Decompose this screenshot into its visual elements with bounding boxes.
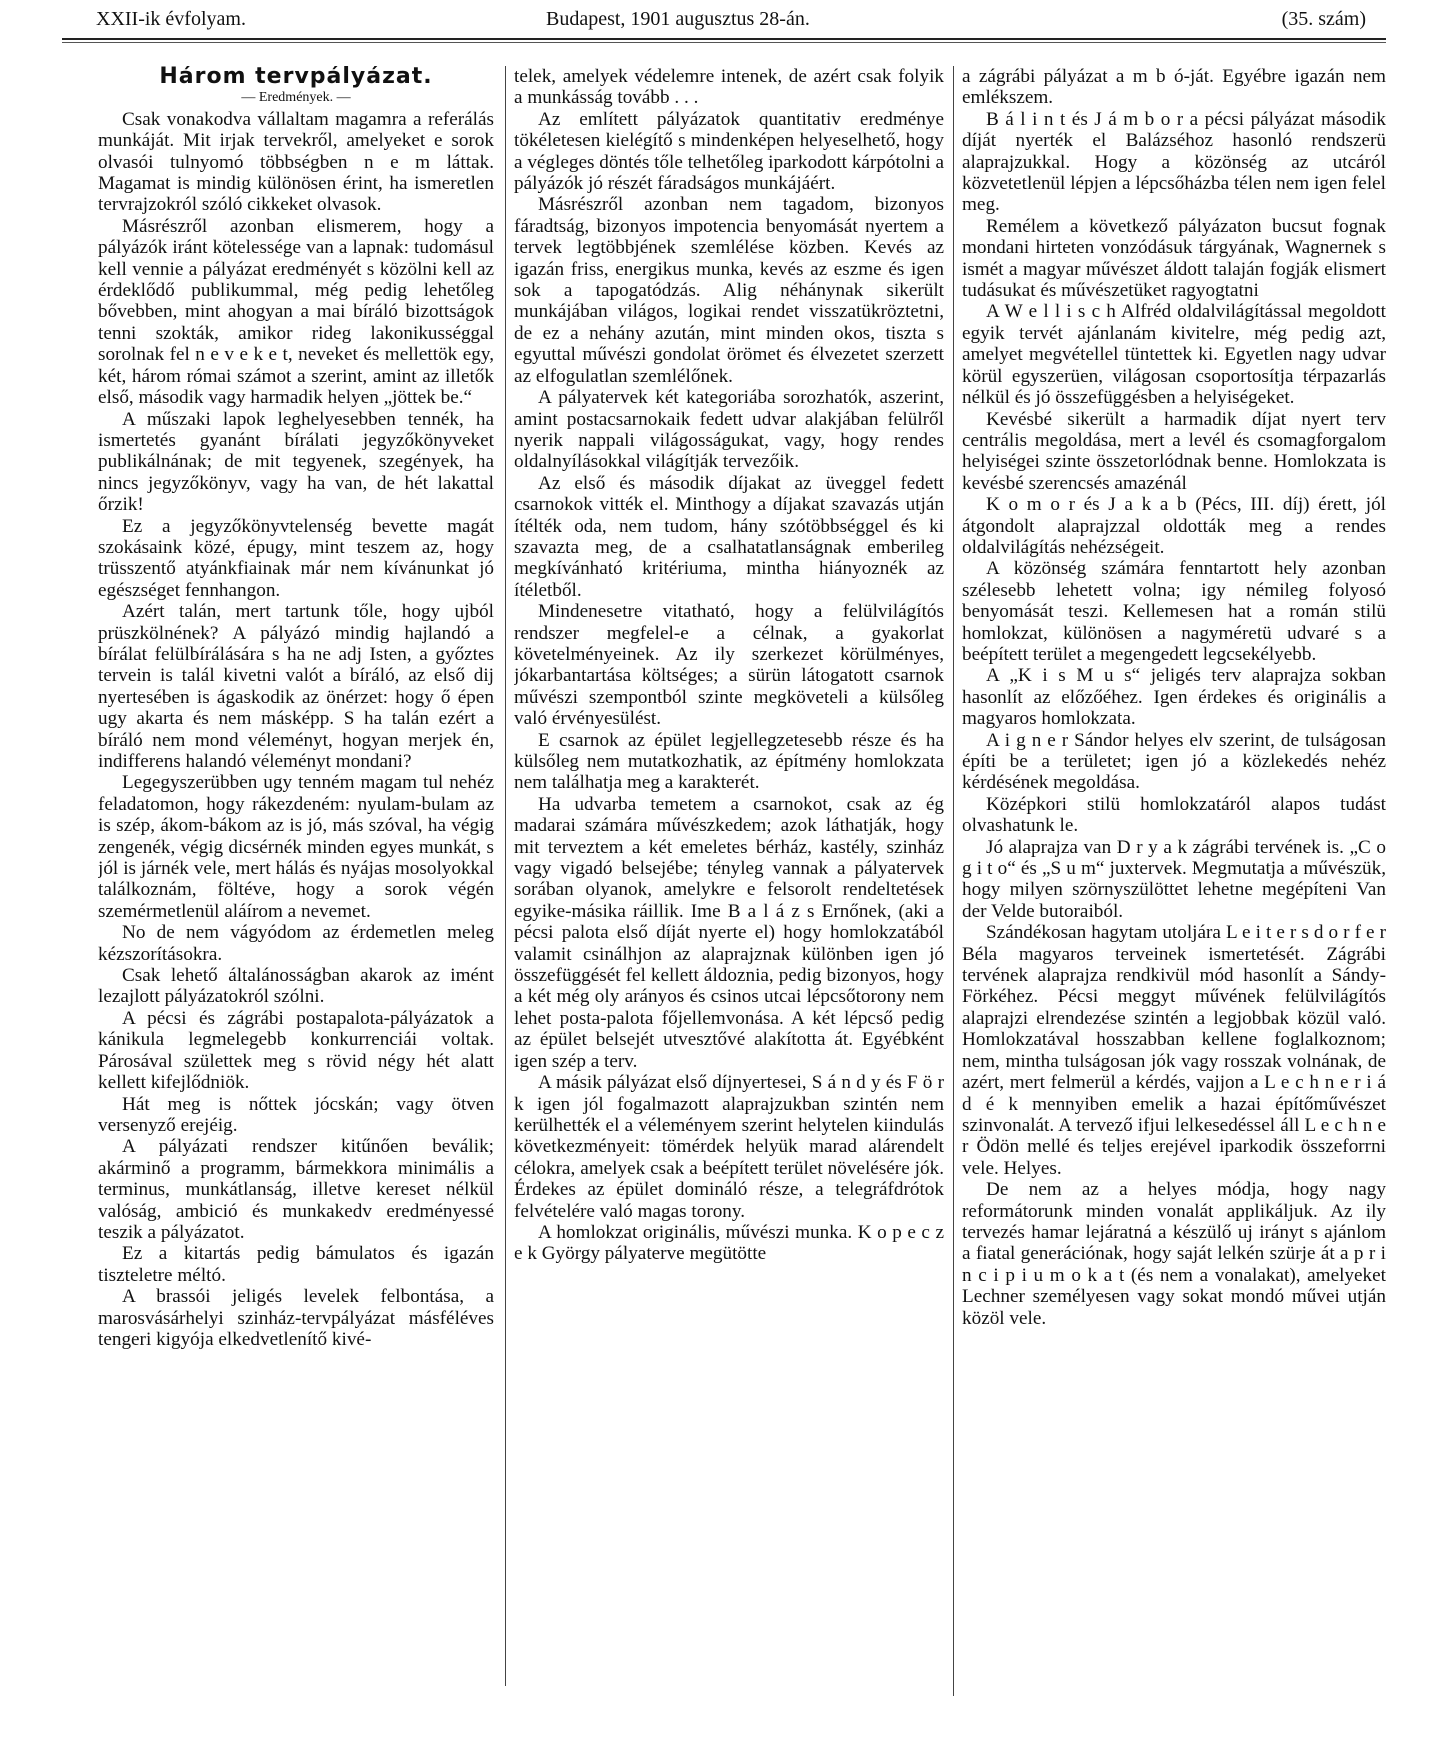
paragraph: K o m o r és J a k a b (Pécs, III. díj) érett, jól átgondolt alaprajzzal oldották meg a rendes oldalvilágítás nehézségeit. xyxy=(962,494,1386,558)
paragraph: A pályázati rendszer kitűnően beválik; akárminő a programm, bármekkora minimális a terminus, munkátlanság, illetve kereset nélkül valóság, ambició és munkakedv eredményessé teszik a pályázatot. xyxy=(98,1136,494,1243)
paragraph: A homlokzat originális, művészi munka. K o p e c z e k György pályaterve megütötte xyxy=(514,1221,944,1265)
paragraph: Csak vonakodva vállaltam magamra a referálás munkáját. Mit irjak tervekről, amelyeket e sorok olvasói tulnyomó többségben n e m láttak. Magamat is mindig különösen érint, ha ismeretlen tervrajzokról szóló cikkeket olvasok. xyxy=(98,108,494,216)
paragraph: Az említett pályázatok quantitativ eredménye tökéletesen kielégítő s mindenképen helyeselhető, hogy a végleges döntés tőle telhetőleg iparkodott kárpótolni a pályázók jó részét fáradságos munkájáért. xyxy=(514,108,944,195)
paragraph: Mindenesetre vitatható, hogy a felülvilágítós rendszer megfelel-e a célnak, a gyakorlat követelményeinek. Az ily szerkezet körülményes, jókarbantartása költséges; a sürün látogatott csarnok művészi szempontból szinte megköveteli a külsőleg való érvényesülést. xyxy=(514,601,944,730)
paragraph: Kevésbé sikerült a harmadik díjat nyert terv centrális megoldása, mert a levél és csomagforgalom helyiségei szinte összetorlódnak benne. Homlokzata is kevésbé szerencsés amazénál xyxy=(962,408,1386,494)
page-header xyxy=(62,4,1386,38)
paragraph: A i g n e r Sándor helyes elv szerint, de tulságosan építi be a területet; igen jó a közlekedés nehéz kérdésének megoldása. xyxy=(962,729,1386,794)
paragraph: Az első és második díjakat az üveggel fedett csarnokok vitték el. Minthogy a díjakat szavazás utján ítélték oda, nem tudom, hány szótöbbséggel és ki szavazta meg, de a csalhatatlanságnak emberileg megkívánható kritériuma, mintha hiányoznék az ítéletből. xyxy=(514,472,944,601)
paragraph: Középkori stilü homlokzatáról alapos tudást olvashatunk le. xyxy=(962,793,1386,837)
paragraph: Ez a jegyzőkönyvtelenség bevette magát szokásaink közé, épugy, mint teszem az, hogy trüsszentő atyánkfiainak már nem kívánunkat jó egészséget fennhangon. xyxy=(98,515,494,601)
paragraph: A „K i s M u s“ jeligés terv alaprajza sokban hasonlít az előzőéhez. Igen érdekes és originális a magyaros homlokzata. xyxy=(962,665,1386,730)
paragraph: De nem az a helyes módja, hogy nagy reformátorunk minden vonalát applikáljuk. Az ily tervezés hamar lejáratná a készülő uj irányt s ajánlom a fiatal generációnak, hogy saját lelkén szürje át a p r i n c i p i u m o k a t (és nem a vonalakat), amelyeket Lechner személyesen vagy sokat mondó művei utján közöl vele. xyxy=(962,1179,1386,1329)
paragraph: Remélem a következő pályázaton bucsut fognak mondani hirteten vonzódásuk tárgyának, Wagnernek s ismét a magyar művészet áldott talaján fogják elismert tudásukat és művészetüket ragyogtatni xyxy=(962,215,1386,302)
column-divider xyxy=(505,66,506,1686)
paragraph: telek, amelyek védelemre intenek, de azért csak folyik a munkásság tovább . . . xyxy=(514,66,944,109)
paragraph: Csak lehető általánosságban akarok az imént lezajlott pályázatokról szólni. xyxy=(98,965,494,1008)
paragraph: Legegyszerübben ugy tenném magam tul nehéz feladatomon, hogy rákezdeném: nyulam-bulam az is szép, ákom-bákom az is jó, más szóval, ha végig zengenék, végig dicsérnék minden egyes munkát, s jól is járnék vele, mert hálás és nyájas mosolyokkal találkoznám, föltéve, hogy a sorok végén szemérmetlenül aláírom a nevemet. xyxy=(98,772,494,922)
paragraph: A brassói jeligés levelek felbontása, a marosvásárhelyi szinház-tervpályázat másféléves tengeri kigyója elkedvetlenítő kivé- xyxy=(98,1286,494,1350)
column-2 xyxy=(514,66,944,1702)
paragraph: Azért talán, mert tartunk tőle, hogy ujból prüszkölnének? A pályázó mindig hajlandó a bírálat felülbírálására s ha ne adj Isten, a győztes tervein is talál kivetni valót a bíráló, az első dij nyertesében is ágaskodik az önérzet: hogy ő épen ugy akarta és nem másképp. S ha talán ezért a bíráló nem mond véleményt, hogyan merjek én, indifferens halandó véleményt mondani? xyxy=(98,601,494,772)
header-rule-thin xyxy=(62,42,1386,43)
date-line: Budapest, 1901 augusztus 28-án. xyxy=(546,8,810,30)
volume-label: XXII-ik évfolyam. xyxy=(96,8,246,30)
paragraph: A pécsi és zágrábi postapalota-pályázatok a kánikula legmelegebb konkurrenciái voltak. Párosával születtek meg s rövid négy hét alatt kellett kifejlődniök. xyxy=(98,1007,494,1094)
paragraph: E csarnok az épület legjellegzetesebb része és ha külsőleg nem mutatkozhatik, az építmény homlokzata nem találhatja meg a karakterét. xyxy=(514,729,944,794)
article-subtitle: — Eredmények. — xyxy=(241,90,351,106)
paragraph: A másik pályázat első díjnyertesei, S á n d y és F ö r k igen jól fogalmazott alaprajzukban szintén nem kerülhették el a véleményem szerint helytelen kiindulás következményeit: tömérdek helyük marad alárendelt célokra, amelyek csak a beépített terület növelésére jók. Érdekes az épület domináló része, a telegráfdrótok felvételére való magas torony. xyxy=(514,1072,944,1222)
article-title: Három tervpályázat. xyxy=(159,66,433,89)
issue-number: (35. szám) xyxy=(1281,8,1366,30)
column-1 xyxy=(98,66,494,1686)
column-3 xyxy=(962,66,1386,1726)
paragraph: Másrészről azonban elismerem, hogy a pályázók iránt kötelessége van a lapnak: tudomásul kell vennie a pályázat eredményét s közölni kell az érdeklődő publikummal, még pedig lehetőleg bővebben, mint ahogyan a mai bíráló bizottságok tenni szokták, amikor rideg lakonikusséggal sorolnak fel n e v e k e t, neveket és mellettök egy, két, három római számot a szerint, amint az illetők első, második vagy harmadik helyen „jöttek be.“ xyxy=(98,215,494,409)
paragraph: Jó alaprajza van D r y a k zágrábi tervének is. „C o g i t o“ és „S u m“ juxtervek. Megmutatja a művészük, hogy milyen szörnyszülöttet lehetne megépíteni Van der Velde butoraiból. xyxy=(962,836,1386,922)
paragraph: A W e l l i s c h Alfréd oldalvilágítással megoldott egyik tervét ajánlanám kivitelre, még pedig azt, amelyet megvétellel tüntettek ki. Egyetlen nagy udvar körül egyszerüen, világosan csoportosítja térpazarlás nélkül és jó összefüggésben a helyiségeket. xyxy=(962,301,1386,409)
paragraph: B á l i n t és J á m b o r a pécsi pályázat második díját nyerték el Balázséhoz hasonló rendszerü alaprajzukkal. Hogy a közönség az utcáról közvetetlenül lépjen a lépcsőházba télen nem igen felel meg. xyxy=(962,108,1386,216)
paragraph: A pályatervek két kategoriába sorozhatók, aszerint, amint postacsarnokaik fedett udvar alakjában felülről nyerik nappali világosságukat, vagy, hogy rendes oldalnyílásokkal világítják tervezőik. xyxy=(514,387,944,473)
paragraph: A közönség számára fenntartott hely azonban szélesebb lehetett volna; igy némileg folyosó benyomását teszi. Kellemesen hat a román stilü homlokzat, különösen a nagyméretü udvaré s a beépített terület a megengedett legcsekélyebb. xyxy=(962,558,1386,665)
header-rule xyxy=(62,38,1386,40)
paragraph: Ha udvarba temetem a csarnokot, csak az ég madarai számára művészkedem; azok láthatják, hogy mit terveztem a két emeletes bérház, kastély, szinház vagy vigadó belsejébe; tényleg vannak a pályatervek sorában olyanok, amelykre e felsorolt rendeltetések egyike-másika ráillik. Ime B a l á z s Ernőnek, (aki a pécsi palota első díját nyerte el) hogy homlokzatából valamit csinálhjon az alaprajznak különben igen jó összefüggését fel kellett áldoznia, pedig bizonyos, hogy a két még oly arányos és csinos utcai lépcsőtorony nem lehet posta-palota főjellemvonása. A két lépcső pedig az épület belsejét utvesztővé alakította át. Egyébként igen szép a terv. xyxy=(514,793,944,1072)
paragraph: a zágrábi pályázat a m b ó-ját. Egyébre igazán nem emlékszem. xyxy=(962,66,1386,109)
paragraph: Másrészről azonban nem tagadom, bizonyos fáradtság, bizonyos impotencia benyomását nyertem a tervek legtöbbjének szemlélése közben. Kevés az igazán friss, energikus munka, kevés az eszme és igen sok a tapogatódzás. Alig néhánynak sikerült munkájában világos, logikai rendet visszatükröztetni, de ez a nehány azután, mint minden okos, tiszta s egyuttal művészi gondolat örömet és élvezetet szerzett az elfogulatlan szemlélőnek. xyxy=(514,194,944,387)
paragraph: Ez a kitartás pedig bámulatos és igazán tiszteletre méltó. xyxy=(98,1243,494,1286)
paragraph: No de nem vágyódom az érdemetlen meleg kézszorításokra. xyxy=(98,922,494,965)
paragraph: Hát meg is nőttek jócskán; vagy ötven versenyző erejéig. xyxy=(98,1093,494,1136)
paragraph: Szándékosan hagytam utoljára L e i t e r s d o r f e r Béla magyaros terveinek ismertetését. Zágrábi tervének alaprajza rendkivül mód hasonlít a Sándy-Förkéhez. Pécsi meggyt művének felülvilágítós alaprajzi elrendezése szintén a legjobbak közül való. Homlokzatával hosszabban kellene foglalkoznom; nem, mintha tulságosan jók vagy rosszak volnának, de azért, mert felmerül a kérdés, vajjon a L e c h n e r i á d é k mennyiben emelik a hazai építőművészet szinvonalát. A tervező ifjui lelkesedéssel áll L e c h n e r Ödön mellé és teljes erejével iparkodik összeforrni vele. Helyes. xyxy=(962,922,1386,1179)
paragraph: A műszaki lapok leghelyesebben tennék, ha ismertetés gyanánt bírálati jegyzőkönyveket publikálnának; de mit tegyenek, szegények, ha nincs jegyzőkönyv, vagy ha van, de hét lakattal őrzik! xyxy=(98,408,494,516)
column-divider xyxy=(953,66,954,1696)
